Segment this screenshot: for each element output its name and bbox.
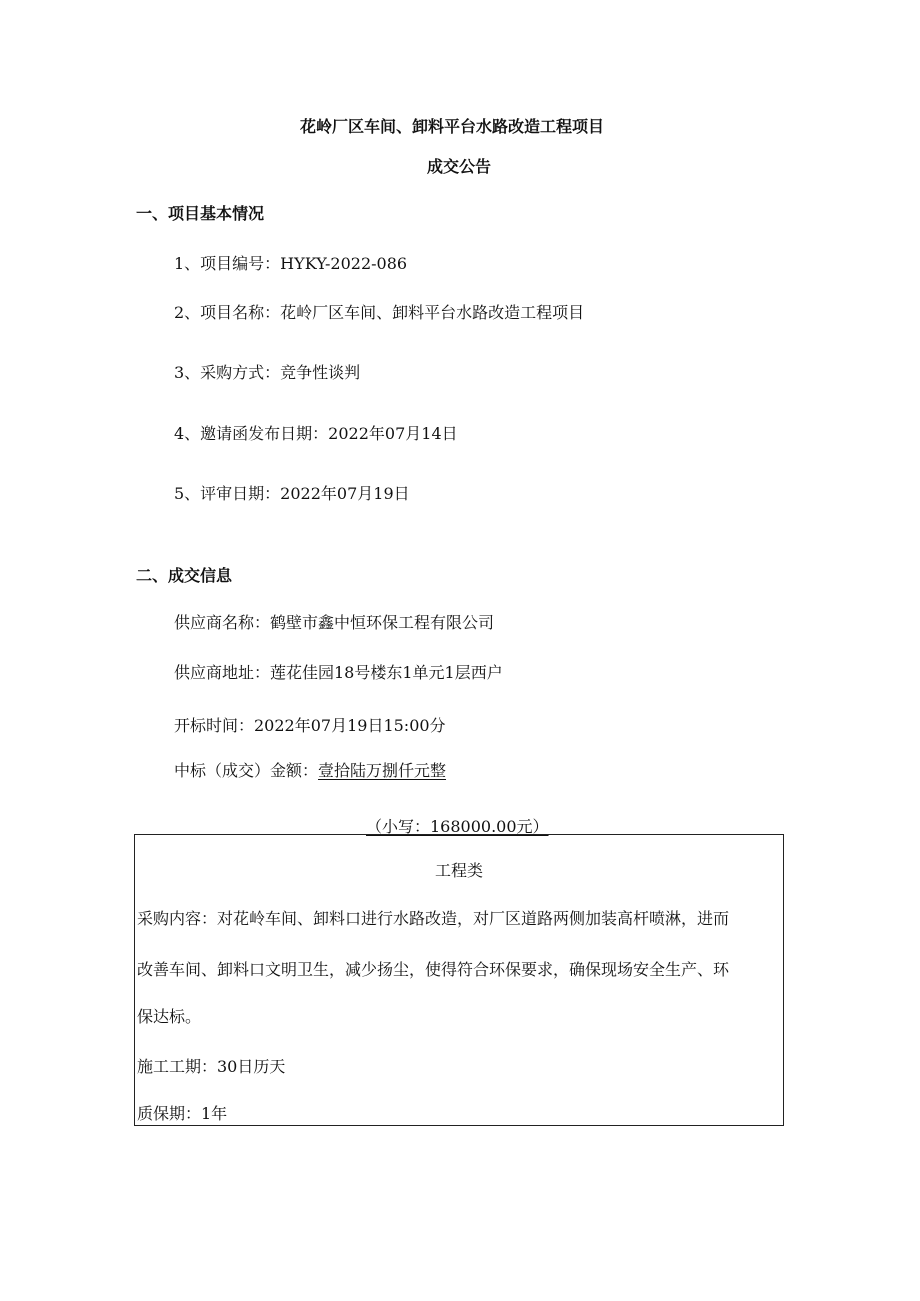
construction-duration: 施工工期：30日历天 <box>137 1057 286 1076</box>
bid-open-time: 开标时间：2022年07月19日15:00分 <box>174 716 446 735</box>
award-amount-label: 中标（成交）金额： <box>174 761 319 780</box>
project-name: 2、项目名称：花岭厂区车间、卸料平台水路改造工程项目 <box>174 303 585 322</box>
procurement-details-table <box>134 834 784 1126</box>
award-amount-upper: 壹拾陆万捌仟元整 <box>318 761 447 780</box>
procurement-method: 3、采购方式：竞争性谈判 <box>174 363 361 382</box>
document-subtitle: 成交公告 <box>427 157 492 176</box>
warranty-period: 质保期：1年 <box>137 1104 228 1123</box>
table-category: 工程类 <box>435 861 484 880</box>
review-date: 5、评审日期：2022年07月19日 <box>174 484 410 503</box>
award-amount <box>174 758 446 781</box>
award-amount-lower: （小写：168000.00元） <box>366 817 549 836</box>
procurement-content-line-2: 改善车间、卸料口文明卫生，减少扬尘，使得符合环保要求，确保现场安全生产、环 <box>137 960 730 979</box>
procurement-content-line-3: 保达标。 <box>137 1007 202 1026</box>
document-title: 花岭厂区车间、卸料平台水路改造工程项目 <box>300 117 605 136</box>
section-heading-deal-info: 二、成交信息 <box>136 566 233 585</box>
supplier-address: 供应商地址：莲花佳园18号楼东1单元1层西户 <box>174 663 503 682</box>
section-heading-basic-info: 一、项目基本情况 <box>136 204 265 223</box>
supplier-name: 供应商名称：鹤壁市鑫中恒环保工程有限公司 <box>174 613 495 632</box>
procurement-content-line-1: 采购内容：对花岭车间、卸料口进行水路改造，对厂区道路两侧加装高杆喷淋，进而 <box>137 909 730 928</box>
project-number: 1、项目编号：HYKY-2022-086 <box>174 254 408 273</box>
invitation-date: 4、邀请函发布日期：2022年07月14日 <box>174 424 458 443</box>
